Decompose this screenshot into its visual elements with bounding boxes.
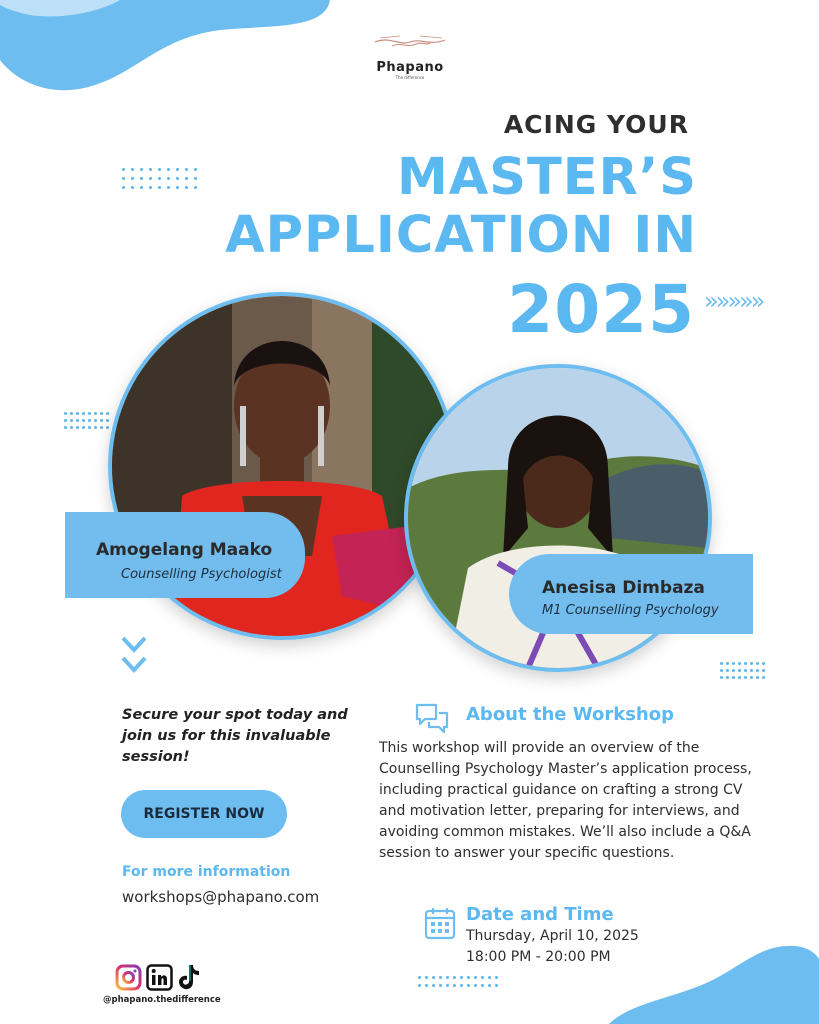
- handshake-icon: [370, 32, 450, 54]
- speaker-role: M1 Counselling Psychology: [542, 603, 719, 618]
- linkedin-icon[interactable]: [146, 964, 173, 991]
- bottom-right-blob: [609, 944, 819, 1024]
- title-line-3: APPLICATION IN: [225, 206, 697, 265]
- social-handle: @phapano.thedifference: [103, 995, 221, 1005]
- title-line-1: ACING YOUR: [503, 110, 689, 139]
- calendar-icon: [424, 906, 456, 940]
- title-year: 2025: [507, 271, 695, 348]
- chevron-down-icon: [121, 634, 147, 676]
- speaker-name: Amogelang Maako: [96, 540, 273, 560]
- contact-email[interactable]: workshops@phapano.com: [122, 888, 320, 906]
- title-line-2: MASTER’S: [397, 148, 697, 207]
- speaker-label-amogelang: [65, 512, 305, 598]
- chevron-arrows: »»»»»: [704, 287, 763, 315]
- event-date: Thursday, April 10, 2025: [466, 928, 639, 944]
- dot-grid-top: [122, 168, 197, 189]
- tiktok-icon[interactable]: [176, 963, 200, 991]
- brand-logo: [360, 32, 460, 80]
- about-heading: About the Workshop: [466, 704, 674, 725]
- brand-tagline: The difference: [395, 75, 425, 80]
- speaker-role: Counselling Psychologist: [121, 567, 282, 582]
- brand-name: Phapano: [376, 60, 444, 75]
- datetime-block: [466, 926, 639, 968]
- about-body: This workshop will provide an overview of the Counselling Psychology Master’s application process, including practical guidance on crafting a strong CV and motivation letter, preparing for interviews, and avoiding common mistakes. We’ll also include a Q&A session to answer your specific questions.: [379, 740, 752, 861]
- dot-grid-bottom: [418, 976, 498, 987]
- chat-bubbles-icon: [414, 702, 450, 734]
- instagram-icon[interactable]: [115, 964, 142, 991]
- more-info-heading: For more information: [122, 864, 291, 880]
- event-time: 18:00 PM - 20:00 PM: [466, 949, 611, 965]
- dot-grid-left: [64, 412, 108, 429]
- register-now-button[interactable]: REGISTER NOW: [121, 790, 287, 838]
- cta-text: Secure your spot today and join us for this invaluable session!: [122, 707, 348, 765]
- dot-grid-right: [720, 662, 764, 679]
- speaker-name: Anesisa Dimbaza: [542, 578, 705, 598]
- top-left-blob: [0, 0, 340, 100]
- speaker-label-anesisa: [509, 554, 753, 634]
- datetime-heading: Date and Time: [466, 904, 614, 925]
